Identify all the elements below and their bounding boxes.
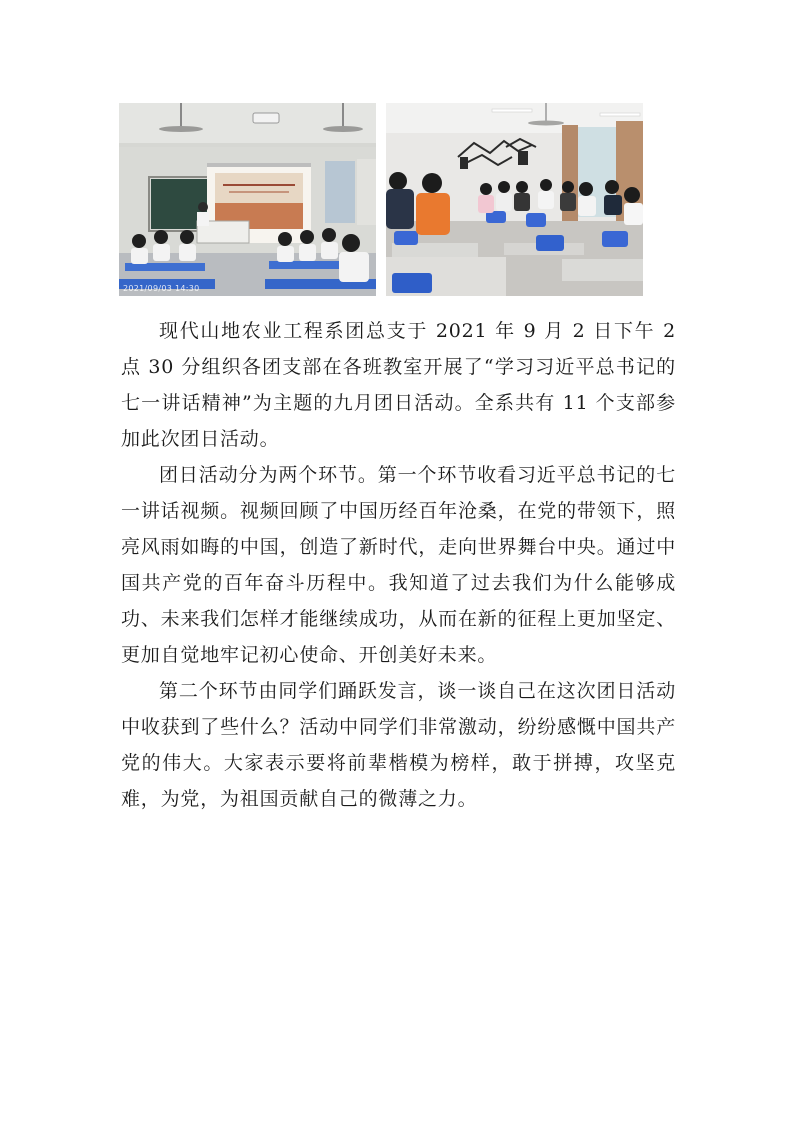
classroom-students-photo (386, 103, 643, 296)
photo-timestamp: 2021/09/03 14:30 (123, 284, 200, 293)
paragraph-first-session: 团日活动分为两个环节。第一个环节收看习近平总书记的七一讲话视频。视频回顾了中国历经百年沧桑，在党的带领下，照亮风雨如晦的中国，创造了新时代，走向世界舞台中央。通过中国共产党的百年奋斗历程中。我知道了过去我们为什么能够成功、未来我们怎样才能继续成功，从而在新的征程上更加坚定、更加自觉地牢记初心使命、开创美好未来。 (121, 464, 676, 666)
classroom-presentation-photo (119, 103, 376, 296)
photo-row (119, 103, 643, 296)
article-body (121, 313, 676, 817)
paragraph-intro: 现代山地农业工程系团总支于 2021 年 9 月 2 日下午 2 点 30 分组织各团支部在各班教室开展了“学习习近平总书记的七一讲话精神”为主题的九月团日活动。全系共有 11 个支部参加此次团日活动。 (121, 320, 676, 450)
paragraph-second-session: 第二个环节由同学们踊跃发言，谈一谈自己在这次团日活动中收获到了些什么？活动中同学们非常激动，纷纷感慨中国共产党的伟大。大家表示要将前辈楷模为榜样，敢于拼搏，攻坚克难，为党，为祖国贡献自己的微薄之力。 (121, 680, 676, 810)
